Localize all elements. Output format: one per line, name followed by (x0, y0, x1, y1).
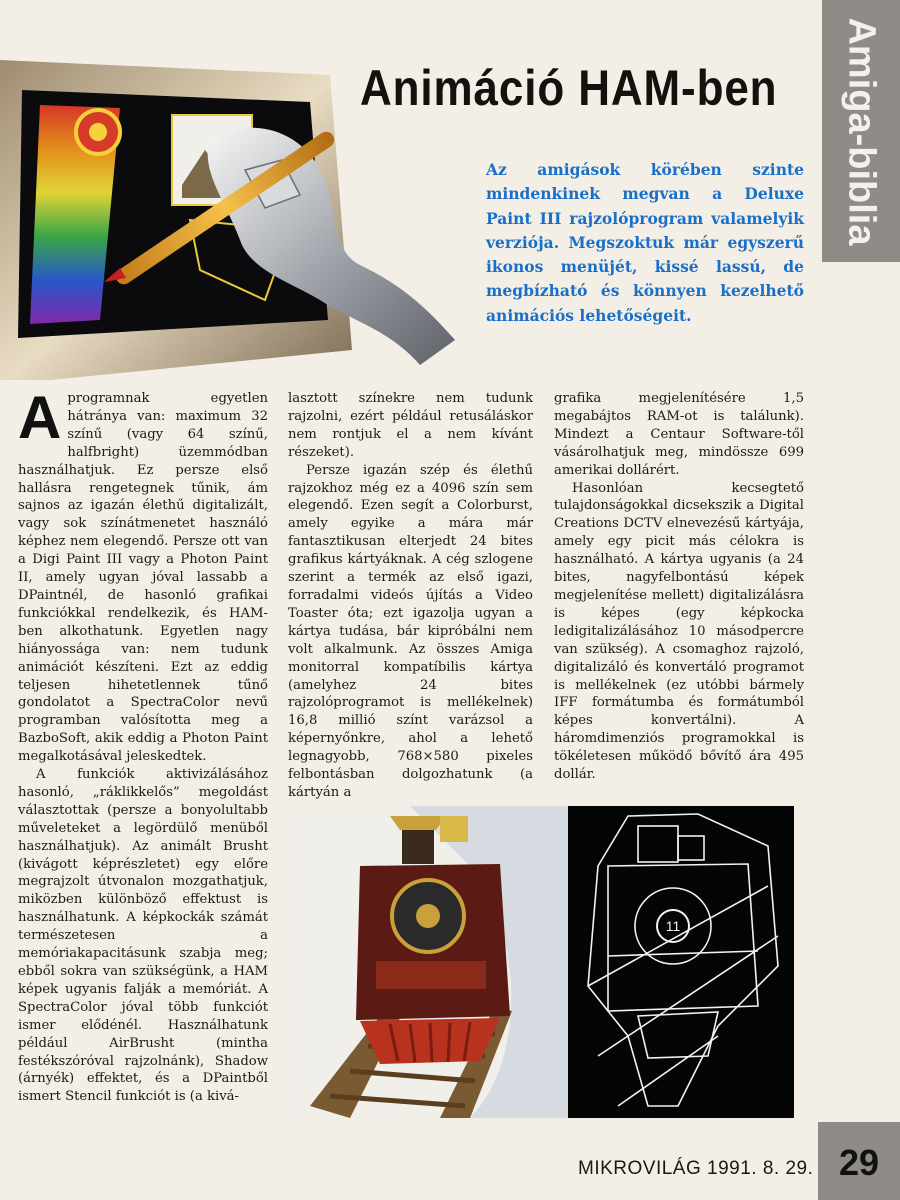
article-title: Animáció HAM-ben (360, 60, 778, 116)
section-tab-label-wrap (822, 0, 900, 262)
text-column-1 (18, 384, 268, 1106)
wireframe-smokestack (638, 826, 678, 862)
locomotive-number: 11 (665, 918, 681, 934)
footer-magazine: MIKROVILÁG 1991. 8. 29. (578, 1158, 814, 1179)
wireframe-outline (588, 814, 778, 1106)
locomotive-wireframe-illustration (568, 806, 794, 1118)
paragraph: lasztott színekre nem tudunk rajzolni, ezért például retusáláskor nem rontjuk el a nem kívánt részeket). (288, 391, 533, 460)
drop-cap: A (18, 384, 62, 451)
locomotive-color-illustration (290, 806, 568, 1118)
text-column-3 (554, 390, 804, 784)
locomotive-badge-icon (416, 904, 440, 928)
paragraph: A programnak egyetlen hátránya van: maximum 32 színű (vagy 64 színű, halfbright) üzemmódban használhatjuk. Ez persze első hallásra rengetegnek tűnik, ám sajnos az igazán élethű digitalizált, vagy sok színátmenetet használó képhez nem elegendő. Persze ott van a Digi Paint III vagy a Photon Paint II, amely ugyan jóval lassabb a DPaintnél, de hasonló grafikai funkciókkal rendelkezik, és HAM-ben alkothatunk. Egyetlen nagy hiányossága van: nem tudunk animációt készíteni. Ezt az eddig teljesen hihetetlennek tűnő gondolatot a SpectraColor nevű programban valósította meg a BazboSoft, akik eddig a Photon Paint megalkotásával jeleskedtek. (18, 384, 268, 765)
paragraph: grafika megjelenítésére 1,5 megabájtos RAM-ot is találunk). Mindezt a Centaur Software-től vásárolhatjuk meg, mindössze 699 amerikai dollárért. (554, 391, 804, 478)
paragraph: A funkciók aktivizálásához hasonló, „ráklikkelős” megoldást választottak (persze a bonyolultabb műveleteket a legördülő menüből használhatjuk). Az animált Brusht (kivágott képrészletet) egy előre megrajzolt útvonalon mozgathatjuk, miközben különböző effektust is használhatunk. A képkockák számát természetesen a memóriakapacitásunk szabja meg; ebből sokra van szükségünk, a HAM képek ugyanis falják a memóriát. A SpectraColor jóval több funkciót ismer elődénél. Használhatunk például AirBrusht (mintha festékszóróval rajzolnánk), Shadow (árnyék) effektet, és a DPaintből ismert Stencil funkciót is (a kivá- (18, 767, 268, 1105)
paragraph: Persze igazán szép és élethű rajzokhoz még ez a 4096 szín sem elegendő. Ezen segít a Colorburst, amely egyike a mára már fantasztikusan elterjedt 24 bites grafikus kártyáknak. A cég szlogene szerint a termék az első igazi, forradalmi videós újítás a Video Toaster óta; ezt igazolja ugyan a kártya tudása, bár kipróbálni nem volt alkalmunk. Az összes Amiga monitorral kompatíbilis kártya (amelyhez 24 bites rajzolóprogramot is mellékelnek) 16,8 millió színt varázsol a képernyőnkre, ahol a lehető legnagyobb, 768×580 pixeles felbontásban dolgozhatunk (a kártyán a (288, 462, 533, 800)
headlamp-icon (440, 816, 468, 842)
section-tab-label: Amiga-biblia (840, 16, 883, 246)
page-number: 29 (838, 1142, 880, 1183)
paragraph: Hasonlóan kecsegtető tulajdonságokkal dicsekszik a Digital Creations DCTV elnevezésű kártyája, amely egy picit más célokra is használható. A kártya ugyanis (a 24 bites, nagyfelbontású képek megjelenítése mellett) digitalizálásra is képes (egy képkocka ledigitalizálásához 10 másodpercre van szükség). A csomaghoz rajzoló, digitalizáló és konvertáló programot is mellékelnek (ez utóbbi bármely IFF formátumba és formátumból képes konvertálni). A háromdimenziós programokkal is tökéletesen működő bővítő ára 495 dollár. (554, 480, 804, 783)
article-lead: Az amigások körében szinte mindenkinek megvan a Deluxe Paint III rajzolóprogram valamelyik verziója. Megszoktuk már egyszerű ikonos menüjét, kissé lassú, de megbízható és könnyen kezelhető animációs lehetőségeit. (486, 160, 804, 325)
smokestack (402, 826, 434, 864)
text-column-2 (288, 390, 533, 802)
